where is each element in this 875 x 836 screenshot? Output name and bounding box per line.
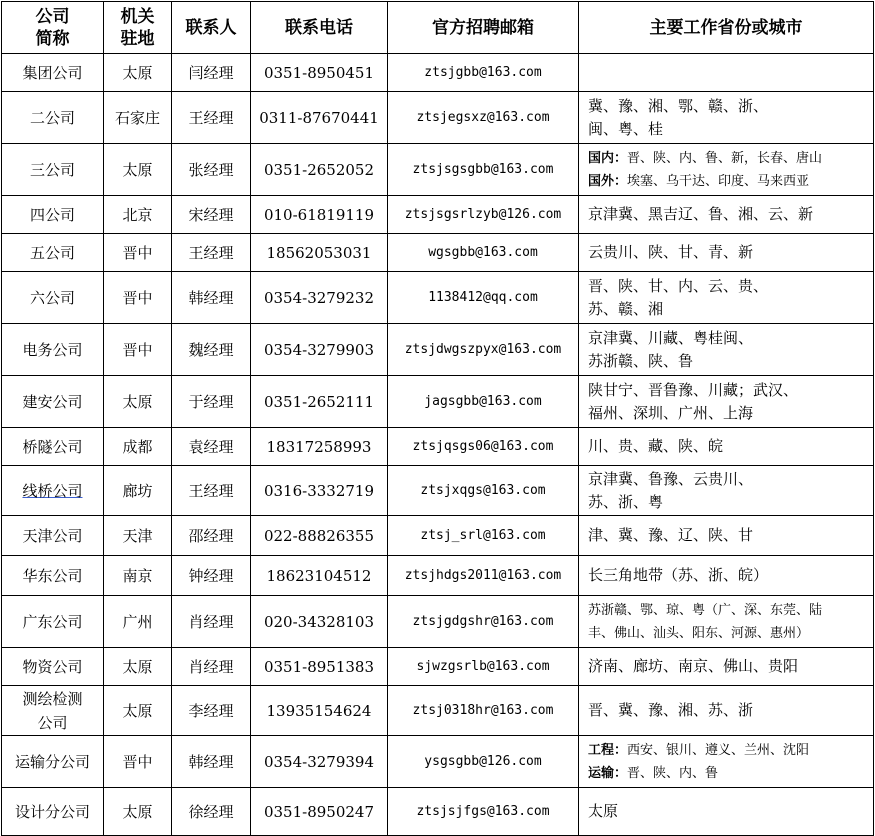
email-cell: ztsjsgsgbb@163.com bbox=[388, 144, 579, 196]
phone-cell: 0354-3279394 bbox=[251, 736, 388, 788]
header-contact: 联系人 bbox=[172, 2, 251, 54]
contact-cell: 钟经理 bbox=[172, 556, 251, 596]
company-cell bbox=[2, 686, 104, 736]
region-line: 京津冀、川藏、粤桂闽、 bbox=[588, 328, 754, 347]
table-row bbox=[2, 54, 874, 92]
company-name: 广东公司 bbox=[22, 612, 83, 631]
region-line: 京津冀、黑吉辽、鲁、湘、云、新 bbox=[588, 205, 814, 223]
email-cell: wgsgbb@163.com bbox=[388, 234, 579, 272]
contact-cell: 于经理 bbox=[172, 376, 251, 428]
regions-cell bbox=[579, 92, 874, 144]
regions-cell bbox=[579, 272, 874, 324]
regions-cell bbox=[579, 466, 874, 516]
contact-cell: 肖经理 bbox=[172, 596, 251, 648]
region-line: 晋、陕、内、鲁 bbox=[627, 765, 719, 781]
location-cell: 太原 bbox=[104, 144, 172, 196]
table-row bbox=[2, 648, 874, 686]
email-cell: ztsjxqgs@163.com bbox=[388, 466, 579, 516]
location-cell: 太原 bbox=[104, 648, 172, 686]
region-line: 晋、陕、甘、内、云、贵、 bbox=[588, 276, 769, 295]
company-cell bbox=[2, 196, 104, 234]
region-line: 苏浙赣、陕、鲁 bbox=[588, 351, 694, 370]
company-name: 运输分公司 bbox=[14, 752, 90, 771]
table-row bbox=[2, 196, 874, 234]
location-cell: 太原 bbox=[104, 376, 172, 428]
regions-cell bbox=[579, 428, 874, 466]
table-row bbox=[2, 234, 874, 272]
table-row bbox=[2, 466, 874, 516]
recruitment-contact-table bbox=[1, 1, 874, 836]
company-cell bbox=[2, 376, 104, 428]
phone-cell: 0351-2652111 bbox=[251, 376, 388, 428]
location-cell: 天津 bbox=[104, 516, 172, 556]
email-cell: ztsj0318hr@163.com bbox=[388, 686, 579, 736]
region-line: 埃塞、乌干达、印度、马来西亚 bbox=[627, 173, 810, 189]
company-name: 华东公司 bbox=[22, 566, 83, 585]
region-line: 云贵川、陕、甘、青、新 bbox=[588, 243, 754, 261]
header-company-l2: 简称 bbox=[35, 28, 70, 49]
phone-cell: 0351-8950247 bbox=[251, 788, 388, 836]
contact-cell: 李经理 bbox=[172, 686, 251, 736]
phone-cell: 18562053031 bbox=[251, 234, 388, 272]
regions-cell bbox=[579, 736, 874, 788]
header-location-l2: 驻地 bbox=[120, 28, 155, 49]
location-cell: 晋中 bbox=[104, 736, 172, 788]
company-name: 物资公司 bbox=[22, 657, 83, 676]
contact-cell: 王经理 bbox=[172, 466, 251, 516]
company-name: 五公司 bbox=[29, 243, 75, 262]
email-cell: ztsjegsxz@163.com bbox=[388, 92, 579, 144]
phone-cell: 0354-3279232 bbox=[251, 272, 388, 324]
email-cell: ysgsgbb@126.com bbox=[388, 736, 579, 788]
email-cell: ztsj_srl@163.com bbox=[388, 516, 579, 556]
email-cell: ztsjsgsrlzyb@126.com bbox=[388, 196, 579, 234]
regions-cell bbox=[579, 556, 874, 596]
phone-cell: 18623104512 bbox=[251, 556, 388, 596]
header-regions: 主要工作省份或城市 bbox=[579, 2, 874, 54]
location-cell: 晋中 bbox=[104, 324, 172, 376]
header-location bbox=[104, 2, 172, 54]
company-name: 测绘检测 bbox=[22, 689, 83, 708]
region-label: 国内： bbox=[588, 150, 628, 166]
email-cell: ztsjsjfgs@163.com bbox=[388, 788, 579, 836]
email-cell: ztsjdwgszpyx@163.com bbox=[388, 324, 579, 376]
company-name: 天津公司 bbox=[22, 526, 83, 545]
table-row bbox=[2, 516, 874, 556]
location-cell: 廊坊 bbox=[104, 466, 172, 516]
company-cell bbox=[2, 736, 104, 788]
phone-cell: 0316-3332719 bbox=[251, 466, 388, 516]
company-name: 电务公司 bbox=[22, 340, 83, 359]
table-row bbox=[2, 376, 874, 428]
location-cell: 南京 bbox=[104, 556, 172, 596]
table-row bbox=[2, 272, 874, 324]
header-company-l1: 公司 bbox=[35, 6, 70, 27]
company-name: 六公司 bbox=[29, 288, 75, 307]
contact-cell: 张经理 bbox=[172, 144, 251, 196]
location-cell: 太原 bbox=[104, 54, 172, 92]
table-body bbox=[2, 54, 874, 836]
company-name: 集团公司 bbox=[22, 63, 83, 82]
table-row bbox=[2, 788, 874, 836]
email-cell: ztsjgdgshr@163.com bbox=[388, 596, 579, 648]
regions-cell bbox=[579, 234, 874, 272]
region-line: 丰、佛山、汕头、阳东、河源、惠州） bbox=[588, 625, 810, 641]
company-name: 公司 bbox=[37, 713, 68, 732]
regions-cell bbox=[579, 516, 874, 556]
region-line: 闽、粤、桂 bbox=[588, 119, 664, 138]
header-company bbox=[2, 2, 104, 54]
company-name: 桥隧公司 bbox=[22, 437, 83, 456]
phone-cell: 0351-2652052 bbox=[251, 144, 388, 196]
region-line: 长三角地带（苏、浙、皖） bbox=[588, 566, 769, 584]
email-cell: 1138412@qq.com bbox=[388, 272, 579, 324]
contact-cell: 袁经理 bbox=[172, 428, 251, 466]
contact-cell: 肖经理 bbox=[172, 648, 251, 686]
table-row bbox=[2, 324, 874, 376]
contact-cell: 邵经理 bbox=[172, 516, 251, 556]
company-name: 线桥公司 bbox=[22, 481, 83, 500]
table-row bbox=[2, 686, 874, 736]
company-cell bbox=[2, 788, 104, 836]
region-line: 陕甘宁、晋鲁豫、川藏；武汉、 bbox=[588, 380, 799, 399]
location-cell: 成都 bbox=[104, 428, 172, 466]
table-row bbox=[2, 596, 874, 648]
company-cell bbox=[2, 144, 104, 196]
table-row bbox=[2, 144, 874, 196]
location-cell: 晋中 bbox=[104, 234, 172, 272]
location-cell: 石家庄 bbox=[104, 92, 172, 144]
contact-cell: 王经理 bbox=[172, 92, 251, 144]
regions-cell bbox=[579, 54, 874, 92]
company-cell bbox=[2, 648, 104, 686]
email-cell: ztsjgbb@163.com bbox=[388, 54, 579, 92]
region-line: 苏、浙、粤 bbox=[588, 492, 664, 511]
phone-cell: 0351-8950451 bbox=[251, 54, 388, 92]
regions-cell bbox=[579, 596, 874, 648]
region-line: 苏、赣、湘 bbox=[588, 299, 664, 318]
regions-cell bbox=[579, 686, 874, 736]
contact-cell: 闫经理 bbox=[172, 54, 251, 92]
company-cell bbox=[2, 234, 104, 272]
company-cell bbox=[2, 272, 104, 324]
region-line: 福州、深圳、广州、上海 bbox=[588, 403, 754, 422]
phone-cell: 022-88826355 bbox=[251, 516, 388, 556]
regions-cell bbox=[579, 324, 874, 376]
header-email: 官方招聘邮箱 bbox=[388, 2, 579, 54]
contact-cell: 宋经理 bbox=[172, 196, 251, 234]
company-cell bbox=[2, 54, 104, 92]
company-cell bbox=[2, 596, 104, 648]
regions-cell bbox=[579, 196, 874, 234]
regions-cell bbox=[579, 788, 874, 836]
location-cell: 晋中 bbox=[104, 272, 172, 324]
table-row bbox=[2, 736, 874, 788]
company-cell bbox=[2, 466, 104, 516]
location-cell: 北京 bbox=[104, 196, 172, 234]
phone-cell: 13935154624 bbox=[251, 686, 388, 736]
company-name: 四公司 bbox=[29, 205, 75, 224]
regions-cell bbox=[579, 376, 874, 428]
regions-cell bbox=[579, 144, 874, 196]
company-name: 设计分公司 bbox=[14, 802, 90, 821]
region-line: 津、冀、豫、辽、陕、甘 bbox=[588, 526, 754, 544]
contact-cell: 韩经理 bbox=[172, 272, 251, 324]
company-cell bbox=[2, 428, 104, 466]
company-name: 二公司 bbox=[29, 108, 75, 127]
header-location-l1: 机关 bbox=[120, 6, 155, 27]
regions-cell bbox=[579, 648, 874, 686]
email-cell: sjwzgsrlb@163.com bbox=[388, 648, 579, 686]
company-name: 三公司 bbox=[29, 160, 75, 179]
region-line: 川、贵、藏、陕、皖 bbox=[588, 437, 724, 455]
phone-cell: 0351-8951383 bbox=[251, 648, 388, 686]
contact-cell: 魏经理 bbox=[172, 324, 251, 376]
phone-cell: 0354-3279903 bbox=[251, 324, 388, 376]
table-row bbox=[2, 92, 874, 144]
company-cell bbox=[2, 324, 104, 376]
location-cell: 广州 bbox=[104, 596, 172, 648]
location-cell: 太原 bbox=[104, 788, 172, 836]
header-phone: 联系电话 bbox=[251, 2, 388, 54]
region-line: 苏浙赣、鄂、琼、粤（广、深、东莞、陆 bbox=[588, 602, 823, 618]
region-label: 工程： bbox=[588, 742, 628, 758]
region-line: 晋、冀、豫、湘、苏、浙 bbox=[588, 701, 754, 719]
table-row bbox=[2, 428, 874, 466]
email-cell: ztsjhdgs2011@163.com bbox=[388, 556, 579, 596]
contact-cell: 王经理 bbox=[172, 234, 251, 272]
region-label: 运输： bbox=[588, 765, 628, 781]
company-cell bbox=[2, 556, 104, 596]
contact-cell: 徐经理 bbox=[172, 788, 251, 836]
table-row bbox=[2, 556, 874, 596]
company-name: 建安公司 bbox=[22, 392, 83, 411]
phone-cell: 18317258993 bbox=[251, 428, 388, 466]
region-line: 西安、银川、遵义、兰州、沈阳 bbox=[627, 742, 810, 758]
contact-cell: 韩经理 bbox=[172, 736, 251, 788]
region-line: 太原 bbox=[588, 802, 619, 820]
company-cell bbox=[2, 92, 104, 144]
region-label: 国外： bbox=[588, 173, 628, 189]
phone-cell: 020-34328103 bbox=[251, 596, 388, 648]
email-cell: jagsgbb@163.com bbox=[388, 376, 579, 428]
region-line: 济南、廊坊、南京、佛山、贵阳 bbox=[588, 657, 799, 675]
region-line: 冀、豫、湘、鄂、赣、浙、 bbox=[588, 96, 769, 115]
location-cell: 太原 bbox=[104, 686, 172, 736]
region-line: 晋、陕、内、鲁、新，长春、唐山 bbox=[627, 150, 823, 166]
phone-cell: 010-61819119 bbox=[251, 196, 388, 234]
email-cell: ztsjqsgs06@163.com bbox=[388, 428, 579, 466]
region-line: 京津冀、鲁豫、云贵川、 bbox=[588, 469, 754, 488]
header-row bbox=[2, 2, 874, 54]
phone-cell: 0311-87670441 bbox=[251, 92, 388, 144]
company-cell bbox=[2, 516, 104, 556]
